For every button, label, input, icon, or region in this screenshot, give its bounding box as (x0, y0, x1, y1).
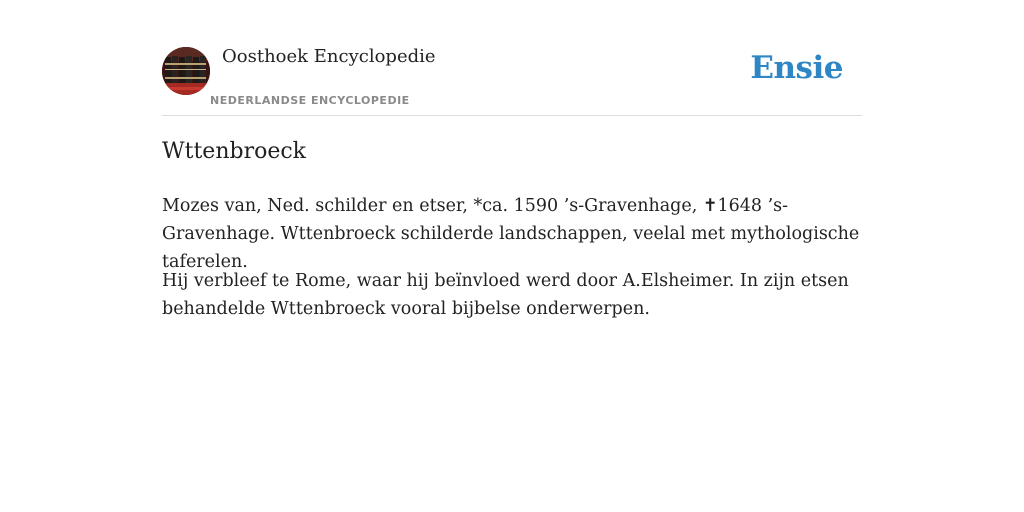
ensie-logo-link[interactable]: Ensie (750, 50, 843, 86)
page-container (162, 0, 862, 319)
article-paragraph: Mozes van, Ned. schilder en etser, *ca. 1590 ’s-Gravenhage, ✝1648 ’s-Gravenhage. Wttenbroeck schilderde landschappen, veelal met mythologische taferelen. (162, 196, 860, 272)
site-header (162, 0, 862, 116)
article-title: Wttenbroeck (162, 139, 306, 164)
books-icon (162, 47, 210, 95)
encyclopedia-books-avatar[interactable] (162, 47, 210, 95)
site-subtitle: NEDERLANDSE ENCYCLOPEDIE (210, 94, 410, 107)
site-title-link[interactable]: Oosthoek Encyclopedie (222, 46, 436, 67)
article-paragraph: Hij verbleef te Rome, waar hij beïnvloed werd door A.Elsheimer. In zijn etsen behandelde Wttenbroeck vooral bijbelse onderwerpen. (162, 271, 849, 319)
